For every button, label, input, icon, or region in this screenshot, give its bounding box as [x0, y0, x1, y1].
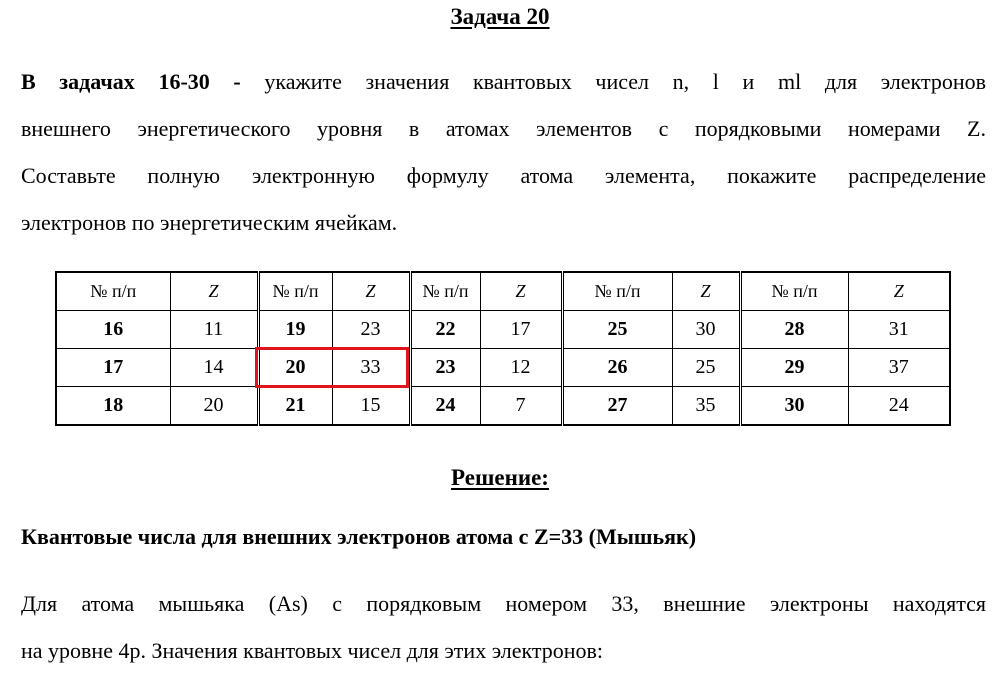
task-number-cell: 29 [740, 349, 848, 387]
z-value-cell: 14 [170, 349, 258, 387]
z-value-cell: 24 [848, 387, 950, 426]
header-cell: Z [170, 272, 258, 311]
z-value-cell: 15 [332, 387, 410, 426]
description-line-3: Составьте полную электронную формулу атома элемента, покажите распределение [21, 163, 986, 188]
description-line-1 [21, 58, 986, 105]
description-line-2: внешнего энергетического уровня в атомах элементов с порядковыми номерами Z. [21, 116, 986, 141]
task-number-cell: 21 [258, 387, 332, 426]
z-value-cell: 20 [170, 387, 258, 426]
solution-subheading: Квантовые числа для внешних электронов атома с Z=33 (Мышьяк) [21, 524, 697, 549]
header-cell: № п/п [740, 272, 848, 311]
z-value-cell: 17 [480, 311, 562, 349]
table-row [56, 387, 950, 426]
header-cell: № п/п [410, 272, 480, 311]
task-number-cell: 22 [410, 311, 480, 349]
z-value-cell: 7 [480, 387, 562, 426]
header-cell: Z [480, 272, 562, 311]
z-value-cell: 31 [848, 311, 950, 349]
description-line-1-rest: укажите значения квантовых чисел n, l и ml для электронов [240, 69, 986, 94]
z-value-cell: 23 [332, 311, 410, 349]
task-number-cell: 25 [562, 311, 672, 349]
task-number-cell-highlighted: 20 [258, 349, 332, 387]
task-title: Задача 20 [450, 4, 550, 29]
header-cell: Z [672, 272, 740, 311]
task-number-cell: 16 [56, 311, 170, 349]
header-cell: № п/п [56, 272, 170, 311]
task-number-cell: 17 [56, 349, 170, 387]
description-line-4: электронов по энергетическим ячейкам. [21, 210, 398, 235]
header-cell: Z [848, 272, 950, 311]
solution-title: Решение: [451, 465, 549, 490]
header-cell: № п/п [562, 272, 672, 311]
task-number-cell: 27 [562, 387, 672, 426]
task-description [21, 58, 986, 246]
task-number-cell: 24 [410, 387, 480, 426]
solution-body-line-1: Для атома мышьяка (As) с порядковым номером 33, внешние электроны находятся [21, 591, 986, 616]
task-number-cell: 23 [410, 349, 480, 387]
description-bold-prefix: В задачах 16-30 - [21, 69, 241, 94]
z-value-cell: 37 [848, 349, 950, 387]
task-number-cell: 18 [56, 387, 170, 426]
table-header-row [56, 272, 950, 311]
z-value-cell: 11 [170, 311, 258, 349]
solution-body-line-2: на уровне 4p. Значения квантовых чисел для этих электронов: [21, 638, 604, 663]
z-value-cell: 12 [480, 349, 562, 387]
solution-body [21, 580, 986, 674]
table-row [56, 349, 950, 387]
table-row [56, 311, 950, 349]
task-number-cell: 19 [258, 311, 332, 349]
header-cell: № п/п [258, 272, 332, 311]
task-number-cell: 26 [562, 349, 672, 387]
z-value-cell: 30 [672, 311, 740, 349]
header-cell: Z [332, 272, 410, 311]
z-value-cell: 25 [672, 349, 740, 387]
z-value-cell-highlighted: 33 [332, 349, 410, 387]
task-variants-table [55, 271, 951, 426]
task-number-cell: 30 [740, 387, 848, 426]
task-number-cell: 28 [740, 311, 848, 349]
z-value-cell: 35 [672, 387, 740, 426]
